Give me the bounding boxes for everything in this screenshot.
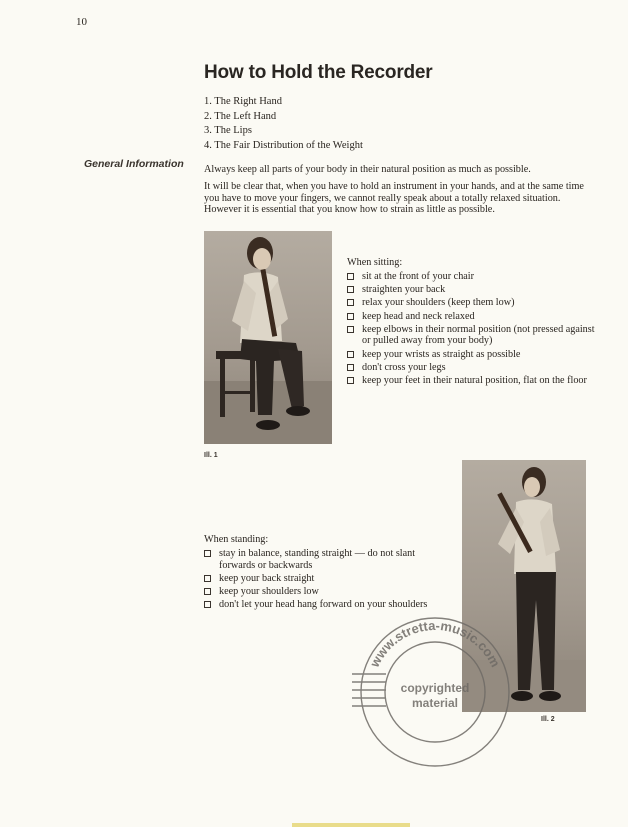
checklist-item: stay in balance, standing straight — do not slant forwards or backwards	[204, 548, 444, 571]
standing-figure-illustration	[462, 460, 586, 712]
checkbox-icon	[347, 377, 354, 384]
intro-paragraph: Always keep all parts of your body in their natural position as much as possible.	[204, 164, 531, 175]
sitting-heading: When sitting:	[347, 257, 403, 268]
checkbox-icon	[347, 326, 354, 333]
checklist-item: don't cross your legs	[347, 362, 602, 374]
figure-label-2: Ill. 2	[541, 716, 555, 723]
standing-heading: When standing:	[204, 534, 269, 545]
contents-list	[204, 95, 363, 153]
checklist-item: relax your shoulders (keep them low)	[347, 297, 602, 309]
page-number: 10	[76, 16, 87, 28]
checkbox-icon	[204, 601, 211, 608]
page-title: How to Hold the Recorder	[204, 62, 433, 83]
checklist-item: keep your feet in their natural position, flat on the floor	[347, 375, 602, 387]
sitting-figure-illustration	[204, 231, 332, 444]
sitting-checklist	[347, 271, 602, 388]
checklist-item: keep your back straight	[204, 573, 444, 585]
watermark-ring-text: www.stretta-music.com	[366, 617, 504, 670]
side-heading: General Information	[84, 158, 184, 170]
figure-label-1: Ill. 1	[204, 452, 218, 459]
standing-photo	[462, 460, 586, 712]
contents-item: 4. The Fair Distribution of the Weight	[204, 139, 363, 151]
contents-item: 1. The Right Hand	[204, 96, 282, 107]
contents-item: 2. The Left Hand	[204, 110, 277, 122]
checklist-item: keep elbows in their normal position (not pressed against or pulled away from your body)	[347, 324, 602, 347]
bottom-edge-strip	[292, 823, 410, 827]
checkbox-icon	[347, 364, 354, 371]
watermark-center-line2: material	[411, 696, 459, 710]
checklist-item: sit at the front of your chair	[347, 271, 602, 283]
checkbox-icon	[347, 286, 354, 293]
checkbox-icon	[347, 313, 354, 320]
watermark-center-line1: copyrighted	[400, 681, 470, 695]
checklist-item: keep your wrists as straight as possible	[347, 349, 602, 361]
checkbox-icon	[347, 299, 354, 306]
checklist-item: keep your shoulders low	[204, 586, 444, 598]
sitting-photo	[204, 231, 332, 444]
checkbox-icon	[347, 273, 354, 280]
checkbox-icon	[204, 550, 211, 557]
checklist-item: straighten your back	[347, 284, 602, 296]
checklist-item: don't let your head hang forward on your shoulders	[204, 599, 444, 611]
checkbox-icon	[204, 588, 211, 595]
checkbox-icon	[347, 351, 354, 358]
checklist-item: keep head and neck relaxed	[347, 311, 602, 323]
standing-checklist	[204, 548, 444, 612]
checkbox-icon	[204, 575, 211, 582]
contents-item: 3. The Lips	[204, 125, 252, 136]
body-paragraph: It will be clear that, when you have to hold an instrument in your hands, and at the same time you have to move your fingers, we cannot really speak about a totally relaxed situation. However it is essential that you know how to strain as little as possible.	[204, 181, 584, 216]
